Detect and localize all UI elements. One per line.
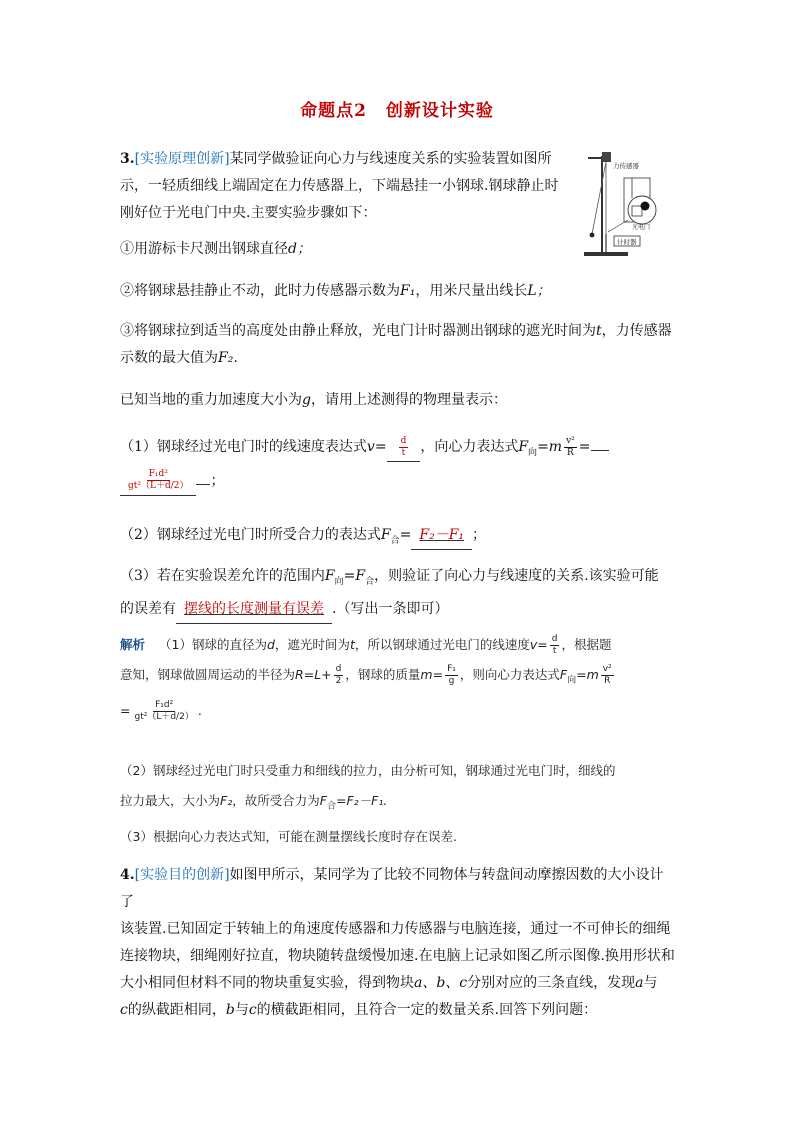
frac-num: F₁d² bbox=[155, 699, 174, 710]
q4-tag: [实验目的创新] bbox=[134, 867, 230, 883]
sol2-line1: （2）钢球经过光电门时只受重力和细线的拉力，由分析可知，钢球通过光电门时，细线的 bbox=[120, 763, 616, 778]
p1-text: （1）钢球经过光电门时的线速度表达式 bbox=[120, 439, 367, 455]
q3-intro-line2: 示，一轻质细线上端固定在力传感器上，下端悬挂一小钢球.钢球静止时 bbox=[120, 178, 559, 194]
frac-num: d bbox=[551, 634, 558, 644]
p2-sub: 合 bbox=[390, 535, 400, 546]
q4-line4c: 与 bbox=[643, 975, 658, 991]
step3-tail: ，力传感器 bbox=[601, 323, 672, 339]
given-var: g bbox=[302, 392, 311, 408]
p1-blank-end bbox=[196, 484, 210, 485]
p2-end: ； bbox=[472, 527, 487, 543]
sol-text: 意知，钢球做圆周运动的半径为 bbox=[120, 667, 296, 682]
sol-text: ，遮光时间为 bbox=[274, 637, 350, 652]
sol-var: L bbox=[314, 667, 322, 682]
p2-answer-blank bbox=[411, 522, 472, 550]
sol-var: F bbox=[559, 667, 568, 682]
p3-F2: F bbox=[355, 568, 366, 584]
q4-var-a: a bbox=[635, 975, 644, 991]
p3-F1: F bbox=[324, 568, 335, 584]
frac-num: F₁d² bbox=[148, 469, 168, 480]
q4-var-c2: c bbox=[248, 1002, 257, 1018]
sol-eq: = bbox=[537, 637, 548, 652]
p1-velocity-answer bbox=[387, 433, 421, 462]
p2-F: F bbox=[380, 527, 391, 543]
frac-num: v² bbox=[566, 435, 575, 446]
step3-var: t bbox=[596, 323, 602, 339]
q4-line3: 连接物块，细绳刚好拉直，物块随转盘缓慢加速.在电脑上记录如图乙所示图像.换用形状和 bbox=[120, 948, 675, 964]
sol-var: m bbox=[420, 667, 433, 682]
step2-text: ②将钢球悬挂静止不动，此时力传感器示数为 bbox=[120, 283, 400, 299]
sol-text: ，根据题 bbox=[561, 637, 612, 652]
string-swung bbox=[592, 162, 606, 234]
frac-v2-over-R bbox=[601, 664, 614, 687]
section-title bbox=[0, 96, 794, 121]
frac-force bbox=[126, 469, 190, 492]
frac-num: F₁ bbox=[447, 664, 456, 674]
frac-den: gt²（L＋d/2） bbox=[134, 711, 194, 722]
q3-number: 3. bbox=[120, 151, 135, 167]
q4-line1: 如图甲所示，某同学为了比较不同物体与转盘间动摩擦因数的大小设计了 bbox=[120, 867, 664, 910]
p2-eq: = bbox=[399, 527, 412, 543]
sol2-F2: F₂ bbox=[220, 793, 233, 808]
step2-var2: L； bbox=[527, 283, 551, 299]
p2-answer: F₂－F₁ bbox=[419, 527, 465, 543]
q4-line4b: 分别对应的三条直线，发现 bbox=[467, 975, 636, 991]
frac-den: R bbox=[567, 447, 574, 458]
sol-end: . bbox=[197, 702, 202, 718]
step2-var: F₁ bbox=[400, 283, 416, 299]
q3-intro-line1: 某同学做验证向心力与线速度关系的实验装置如图所 bbox=[229, 151, 552, 167]
sol-var: d bbox=[266, 637, 275, 652]
sol-var: R bbox=[295, 667, 304, 682]
frac-force bbox=[132, 700, 195, 723]
step3-line2: 示数的最大值为 bbox=[120, 350, 218, 366]
solution-part2 bbox=[120, 756, 676, 822]
frac-den: R bbox=[604, 676, 611, 686]
frac-v2-over-R bbox=[564, 436, 577, 459]
p3-text: （3）若在实验误差允许的范围内 bbox=[120, 568, 325, 584]
sol2-line2: 拉力最大，大小为 bbox=[120, 793, 221, 808]
q4-line2: 该装置.已知固定于转轴上的角速度传感器和力传感器与电脑连接，通过一不可伸长的细绳 bbox=[120, 921, 671, 937]
given-text: 已知当地的重力加速度大小为 bbox=[120, 392, 302, 408]
q4-vars: a、b、c bbox=[414, 975, 468, 991]
p3-sub2: 合 bbox=[365, 576, 375, 587]
p3-text2: ，则验证了向心力与线速度的关系.该实验可能 bbox=[374, 568, 659, 584]
frac-den: t bbox=[401, 447, 406, 458]
p1-blank-tail bbox=[591, 450, 609, 451]
step3-var2: F₂. bbox=[218, 350, 238, 366]
solution-part3 bbox=[120, 822, 676, 852]
label-timer: 计时器 bbox=[617, 238, 637, 246]
q4-line5-end: 的横截距相同，且符合一定的数量关系.回答下列问题： bbox=[256, 1002, 598, 1018]
q4-line4: 大小相同但材料不同的物块重复实验，得到物块 bbox=[120, 975, 414, 991]
p1-eq: = bbox=[374, 439, 387, 455]
frac-num: d bbox=[400, 435, 407, 446]
sol3-text: （3）根据向心力表达式知，可能在测量摆线长度时存在误差. bbox=[120, 829, 457, 844]
frac-num: v² bbox=[602, 664, 612, 674]
label-gate: 光电门 bbox=[632, 224, 651, 231]
step1-text: ①用游标卡尺测出钢球直径 bbox=[120, 241, 288, 257]
sol-sub: 向 bbox=[567, 675, 577, 686]
sol2-eq: = bbox=[335, 793, 347, 808]
p3-answer-blank bbox=[176, 596, 332, 624]
q4-var-c: c bbox=[120, 1002, 128, 1018]
q4-line5: 的纵截距相同， bbox=[127, 1002, 226, 1018]
q4-number: 4. bbox=[120, 867, 135, 883]
solution-block bbox=[120, 630, 676, 726]
sol-eq: = bbox=[120, 702, 131, 718]
force-sensor bbox=[602, 152, 611, 162]
frac-den: 2 bbox=[335, 676, 342, 686]
q3-part2 bbox=[120, 522, 676, 555]
sol-text: ，所以钢球通过光电门的线速度 bbox=[354, 637, 530, 652]
p1-eq2: = bbox=[537, 439, 549, 455]
p2-text: （2）钢球经过光电门时所受合力的表达式 bbox=[120, 527, 381, 543]
sol2-expr: F₂－F₁. bbox=[346, 793, 388, 808]
p1-F: F bbox=[518, 439, 529, 455]
frac-den: gt²（L＋d/2） bbox=[128, 481, 189, 492]
q3-step3 bbox=[120, 318, 676, 372]
p1-m: m bbox=[548, 439, 563, 455]
step2-tail: ，用米尺量出线长 bbox=[415, 283, 528, 299]
step1-var: d； bbox=[288, 241, 311, 257]
p3-text3: 的误差有 bbox=[120, 600, 176, 617]
sol-text: ，则向心力表达式 bbox=[459, 667, 560, 682]
frac-d-over-t bbox=[399, 436, 409, 459]
sol2-text: ，故所受合力为 bbox=[232, 793, 320, 808]
frac-F1-over-g bbox=[445, 664, 458, 687]
label-sensor: 力传感器 bbox=[613, 162, 639, 170]
p3-sub1: 向 bbox=[334, 576, 344, 587]
sol-var: m bbox=[586, 667, 599, 682]
p1-v: v bbox=[366, 439, 375, 455]
title-sub: 创新设计实验 bbox=[385, 101, 494, 121]
p1-text2: ，向心力表达式 bbox=[420, 439, 519, 455]
given-tail: ，请用上述测得的物理量表示： bbox=[310, 392, 507, 408]
q4-text bbox=[120, 862, 676, 1024]
sol2-sub: 合 bbox=[326, 801, 336, 812]
q3-part3 bbox=[120, 563, 676, 624]
frac-d-over-t bbox=[550, 634, 560, 657]
sol-var: v bbox=[529, 637, 538, 652]
ball-in-gate bbox=[641, 202, 650, 211]
q3-step1 bbox=[120, 236, 676, 263]
q3-intro bbox=[120, 146, 572, 227]
q4-var-b: b bbox=[225, 1002, 235, 1018]
p3-text4: .（写出一条即可） bbox=[332, 600, 449, 617]
solution-label: 解析 bbox=[120, 637, 146, 652]
sol-plus: + bbox=[321, 667, 332, 682]
frac-den: t bbox=[552, 646, 557, 656]
step3-line1: ③将钢球拉到适当的高度处由静止释放，光电门计时器测出钢球的遮光时间为 bbox=[120, 323, 596, 339]
q3-intro-line3: 刚好位于光电门中央.主要实验步骤如下： bbox=[120, 205, 377, 221]
frac-num: d bbox=[335, 664, 342, 674]
frac-d-over-2 bbox=[334, 664, 344, 687]
q3-given bbox=[120, 387, 676, 414]
sol-text: （1）钢球的直径为 bbox=[159, 637, 267, 652]
sol-var: t bbox=[349, 637, 355, 652]
sol-text: ，钢球的质量 bbox=[345, 667, 421, 682]
p3-answer: 摆线的长度测量有误差 bbox=[184, 600, 324, 617]
sol-eq: = bbox=[303, 667, 315, 682]
q4-line5-mid: 与 bbox=[234, 1002, 249, 1018]
p1-sub: 向 bbox=[528, 447, 538, 458]
p1-end: ； bbox=[210, 472, 225, 489]
p3-eq: = bbox=[343, 568, 356, 584]
q3-tag: [实验原理创新] bbox=[134, 151, 230, 167]
sol-eq: = bbox=[432, 667, 444, 682]
q3-step2 bbox=[120, 278, 676, 305]
title-main: 命题点2 bbox=[300, 101, 367, 121]
frac-den: g bbox=[448, 676, 455, 686]
p1-eq3: = bbox=[578, 439, 591, 455]
sol2-F: F bbox=[319, 793, 327, 808]
sol-eq: = bbox=[576, 667, 587, 682]
q3-part1 bbox=[120, 433, 676, 496]
p1-force-answer bbox=[120, 467, 196, 496]
